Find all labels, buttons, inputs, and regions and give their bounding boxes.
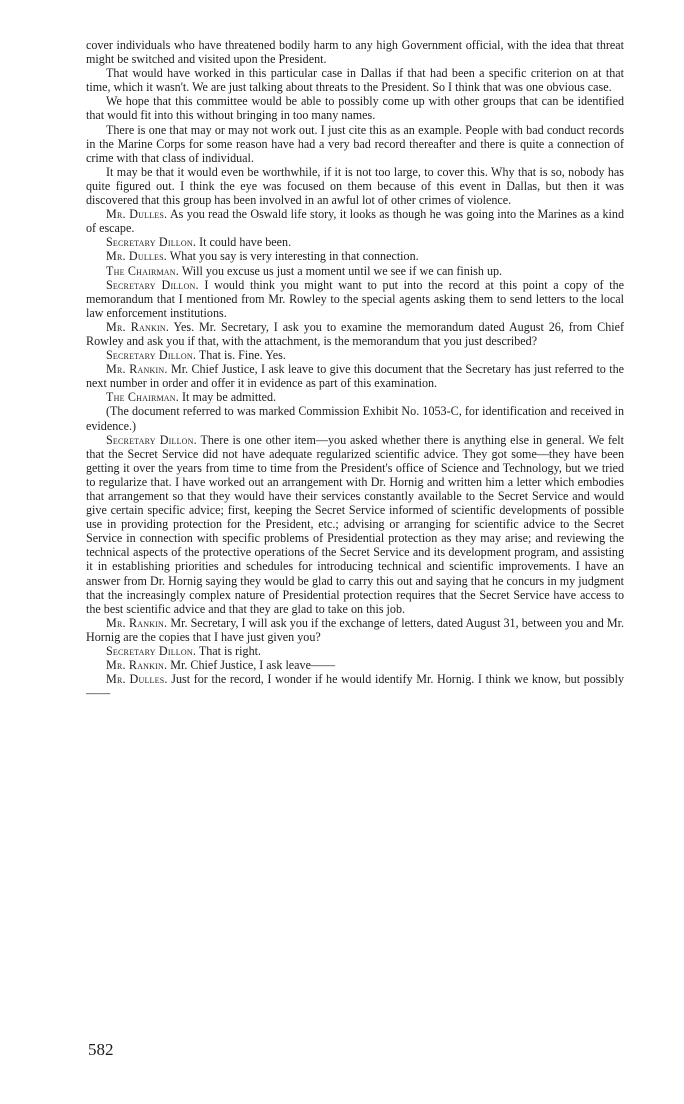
paragraph-text: It could have been. bbox=[199, 235, 292, 250]
paragraph-text: Mr. Secretary, I will ask you if the exchange of letters, dated August 31, between you and Mr. Hornig are the copies that I have just given you? bbox=[86, 615, 624, 644]
paragraph-text: I would think you might want to put into the record at this point a copy of the memorandum that I mentioned from Mr. Rowley to the special agents asking them to send letters to the local law enforcement institutions. bbox=[86, 277, 625, 320]
speaker-name: Mr. Dulles. bbox=[106, 672, 168, 687]
paragraph-9 bbox=[86, 264, 624, 278]
paragraph-text: We hope that this committee would be able to possibly come up with other groups that can be identified that would fit into this without bringing in too many names. bbox=[86, 94, 624, 123]
paragraph-text: That would have worked in this particular case in Dallas if that had been a specific criterion on at that time, which it wasn't. We are just talking about threats to the President. So I think that was one obvious case. bbox=[86, 66, 624, 95]
paragraph-19 bbox=[86, 658, 624, 672]
speaker-name: Mr. Dulles. bbox=[106, 249, 167, 264]
paragraph-text: As you read the Oswald life story, it looks as though he was going into the Marines as a kind of escape. bbox=[86, 207, 625, 236]
paragraph-4 bbox=[86, 123, 624, 165]
paragraph-text: There is one that may or may not work out. I just cite this as an example. People with bad conduct records in the Marine Corps for some reason have had a very bad record thereafter and there is quite a connection of crime with that class of individual. bbox=[86, 122, 624, 165]
paragraph-text: It may be admitted. bbox=[182, 390, 277, 405]
speaker-name: Mr. Rankin. bbox=[106, 615, 168, 630]
paragraph-8 bbox=[86, 249, 624, 263]
paragraph-1 bbox=[86, 38, 624, 66]
paragraph-text: Mr. Chief Justice, I ask leave to give this document that the Secretary has just referred to the next number in order and offer it in evidence as part of this examination. bbox=[86, 362, 625, 391]
paragraph-text: (The document referred to was marked Commission Exhibit No. 1053-C, for identification and received in evidence.) bbox=[86, 404, 624, 433]
paragraph-text: Will you excuse us just a moment until we see if we can finish up. bbox=[181, 263, 503, 278]
paragraph-text: It may be that it would even be worthwhile, if it is not too large, to cover this. Why that is so, nobody has quite figured out. I think the eye was focused on them because of this event in Dallas, but then it was discovered that this group has been involved in an awful lot of other crimes of violence. bbox=[86, 164, 624, 208]
paragraph-12 bbox=[86, 348, 624, 362]
paragraph-16 bbox=[86, 433, 624, 616]
paragraph-13 bbox=[86, 362, 624, 390]
paragraph-11 bbox=[86, 320, 624, 348]
paragraph-2 bbox=[86, 66, 624, 94]
speaker-name: Mr. Rankin. bbox=[106, 362, 168, 377]
speaker-name: Mr. Rankin. bbox=[106, 319, 170, 334]
paragraph-text: That is right. bbox=[198, 644, 261, 659]
paragraph-text: There is one other item—you asked whether there is anything else in general. We felt that the Secret Service did not have adequate regularized scientific advice. They got some—they have been getting it over the years from time to time from the President's office of Science and Technology, but we tried to regularize that. I have worked out an arrangement with Dr. Hornig and written him a letter which embodies that arrangement so that they would have their services constantly available to the Secret Service and would give certain specific advice; first, keeping the Secret Service informed of scientific developments of possible use in providing protection for the President, etc.; advising or arranging for scientific advice to the Secret Service in connection with specific problems of Presidential protection as they may arise; and reviewing the technical aspects of the protective operations of the Secret Service and its development program, and assisting it in establishing priorities and schedules for introducing technical and scientific improvements. I have an answer from Dr. Hornig saying they would be glad to carry this out and saying that he concurs in my judgment that the increasingly complex nature of Presidential protection requires that the Secret Service have access to the best scientific advice and that they are glad to take on this job. bbox=[86, 432, 625, 616]
paragraph-10 bbox=[86, 278, 624, 320]
speaker-name: Secretary Dillon. bbox=[106, 348, 197, 363]
paragraph-18 bbox=[86, 644, 624, 658]
paragraph-20 bbox=[86, 672, 624, 700]
speaker-name: The Chairman. bbox=[106, 263, 179, 278]
speaker-name: Secretary Dillon. bbox=[106, 644, 197, 659]
page-number: 582 bbox=[88, 1040, 114, 1059]
paragraph-text: Yes. Mr. Secretary, I ask you to examine the memorandum dated August 26, from Chief Rowley and ask you if that, with the attachment, is the memorandum that you just described? bbox=[86, 319, 625, 348]
speaker-name: Mr. Rankin. bbox=[106, 658, 168, 673]
paragraph-text: Just for the record, I wonder if he would identify Mr. Hornig. I think we know, but possibly—— bbox=[86, 672, 625, 701]
speaker-name: Secretary Dillon. bbox=[106, 277, 199, 292]
paragraph-7 bbox=[86, 235, 624, 249]
paragraph-14 bbox=[86, 390, 624, 404]
speaker-name: The Chairman. bbox=[106, 390, 179, 405]
paragraph-text: cover individuals who have threatened bodily harm to any high Government official, with the idea that threat might be switched and visited upon the President. bbox=[86, 38, 624, 67]
paragraph-text: That is. Fine. Yes. bbox=[198, 348, 286, 363]
paragraph-6 bbox=[86, 207, 624, 235]
speaker-name: Secretary Dillon. bbox=[106, 235, 197, 250]
paragraph-text: Mr. Chief Justice, I ask leave—— bbox=[170, 658, 336, 673]
paragraph-17 bbox=[86, 616, 624, 644]
paragraph-3 bbox=[86, 94, 624, 122]
paragraph-text: What you say is very interesting in that connection. bbox=[169, 249, 419, 264]
speaker-name: Mr. Dulles. bbox=[106, 207, 168, 222]
paragraph-15 bbox=[86, 404, 624, 432]
paragraph-5 bbox=[86, 165, 624, 207]
speaker-name: Secretary Dillon. bbox=[106, 432, 197, 447]
transcript-page bbox=[86, 38, 624, 700]
